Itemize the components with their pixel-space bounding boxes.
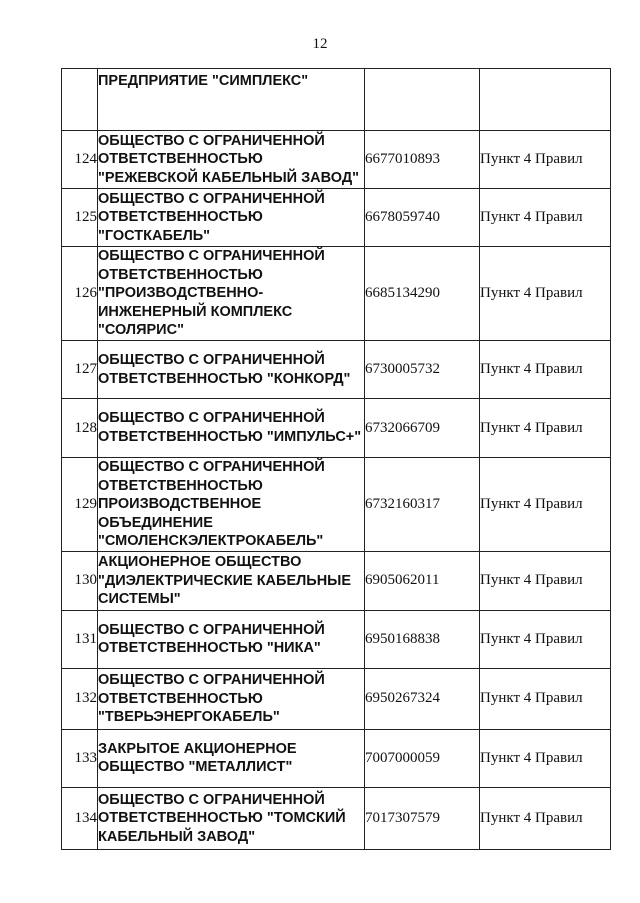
organization-name: ОБЩЕСТВО С ОГРАНИЧЕННОЙ ОТВЕТСТВЕННОСТЬЮ "РЕЖЕВСКОЙ КАБЕЛЬНЫЙ ЗАВОД" bbox=[98, 131, 365, 189]
basis-value: Пункт 4 Правил bbox=[480, 131, 611, 189]
basis-value bbox=[480, 69, 611, 131]
inn-value: 6905062011 bbox=[365, 551, 480, 610]
inn-value: 6950267324 bbox=[365, 668, 480, 729]
table-row bbox=[62, 69, 611, 131]
inn-value: 6685134290 bbox=[365, 247, 480, 341]
table-row bbox=[62, 610, 611, 668]
inn-value: 6950168838 bbox=[365, 610, 480, 668]
basis-value: Пункт 4 Правил bbox=[480, 551, 611, 610]
basis-value: Пункт 4 Правил bbox=[480, 247, 611, 341]
table-row bbox=[62, 189, 611, 247]
inn-value bbox=[365, 69, 480, 131]
inn-value: 7017307579 bbox=[365, 787, 480, 849]
basis-value: Пункт 4 Правил bbox=[480, 399, 611, 458]
organization-name: ОБЩЕСТВО С ОГРАНИЧЕННОЙ ОТВЕТСТВЕННОСТЬЮ "ГОСТКАБЕЛЬ" bbox=[98, 189, 365, 247]
basis-value: Пункт 4 Правил bbox=[480, 729, 611, 787]
organization-name: ОБЩЕСТВО С ОГРАНИЧЕННОЙ ОТВЕТСТВЕННОСТЬЮ "ПРОИЗВОДСТВЕННО-ИНЖЕНЕРНЫЙ КОМПЛЕКС "СОЛЯРИС" bbox=[98, 247, 365, 341]
table-row bbox=[62, 131, 611, 189]
table-row bbox=[62, 787, 611, 849]
row-number bbox=[62, 69, 98, 131]
inn-value: 6732066709 bbox=[365, 399, 480, 458]
organization-name: ЗАКРЫТОЕ АКЦИОНЕРНОЕ ОБЩЕСТВО "МЕТАЛЛИСТ" bbox=[98, 729, 365, 787]
registry-table bbox=[61, 68, 611, 850]
organization-name: ОБЩЕСТВО С ОГРАНИЧЕННОЙ ОТВЕТСТВЕННОСТЬЮ "ИМПУЛЬС+" bbox=[98, 399, 365, 458]
row-number: 132 bbox=[62, 668, 98, 729]
basis-value: Пункт 4 Правил bbox=[480, 458, 611, 552]
inn-value: 6678059740 bbox=[365, 189, 480, 247]
row-number: 126 bbox=[62, 247, 98, 341]
table-row bbox=[62, 341, 611, 399]
table-row bbox=[62, 668, 611, 729]
organization-name: АКЦИОНЕРНОЕ ОБЩЕСТВО "ДИЭЛЕКТРИЧЕСКИЕ КАБЕЛЬНЫЕ СИСТЕМЫ" bbox=[98, 551, 365, 610]
basis-value: Пункт 4 Правил bbox=[480, 341, 611, 399]
organization-name: ОБЩЕСТВО С ОГРАНИЧЕННОЙ ОТВЕТСТВЕННОСТЬЮ "ТОМСКИЙ КАБЕЛЬНЫЙ ЗАВОД" bbox=[98, 787, 365, 849]
table-row bbox=[62, 247, 611, 341]
row-number: 125 bbox=[62, 189, 98, 247]
row-number: 129 bbox=[62, 458, 98, 552]
organization-name: ОБЩЕСТВО С ОГРАНИЧЕННОЙ ОТВЕТСТВЕННОСТЬЮ "НИКА" bbox=[98, 610, 365, 668]
inn-value: 7007000059 bbox=[365, 729, 480, 787]
basis-value: Пункт 4 Правил bbox=[480, 787, 611, 849]
row-number: 133 bbox=[62, 729, 98, 787]
row-number: 130 bbox=[62, 551, 98, 610]
basis-value: Пункт 4 Правил bbox=[480, 668, 611, 729]
row-number: 124 bbox=[62, 131, 98, 189]
organization-name: ОБЩЕСТВО С ОГРАНИЧЕННОЙ ОТВЕТСТВЕННОСТЬЮ ПРОИЗВОДСТВЕННОЕ ОБЪЕДИНЕНИЕ "СМОЛЕНСКЭЛЕКТРОКАБЕЛЬ" bbox=[98, 458, 365, 552]
organization-name: ОБЩЕСТВО С ОГРАНИЧЕННОЙ ОТВЕТСТВЕННОСТЬЮ "ТВЕРЬЭНЕРГОКАБЕЛЬ" bbox=[98, 668, 365, 729]
inn-value: 6730005732 bbox=[365, 341, 480, 399]
organization-name: ОБЩЕСТВО С ОГРАНИЧЕННОЙ ОТВЕТСТВЕННОСТЬЮ "КОНКОРД" bbox=[98, 341, 365, 399]
inn-value: 6732160317 bbox=[365, 458, 480, 552]
row-number: 131 bbox=[62, 610, 98, 668]
row-number: 128 bbox=[62, 399, 98, 458]
table-row bbox=[62, 551, 611, 610]
table-row bbox=[62, 458, 611, 552]
row-number: 127 bbox=[62, 341, 98, 399]
inn-value: 6677010893 bbox=[365, 131, 480, 189]
basis-value: Пункт 4 Правил bbox=[480, 189, 611, 247]
basis-value: Пункт 4 Правил bbox=[480, 610, 611, 668]
row-number: 134 bbox=[62, 787, 98, 849]
organization-name: ПРЕДПРИЯТИЕ "СИМПЛЕКС" bbox=[98, 69, 365, 131]
table-row bbox=[62, 729, 611, 787]
page-number: 12 bbox=[312, 36, 328, 52]
table-row bbox=[62, 399, 611, 458]
